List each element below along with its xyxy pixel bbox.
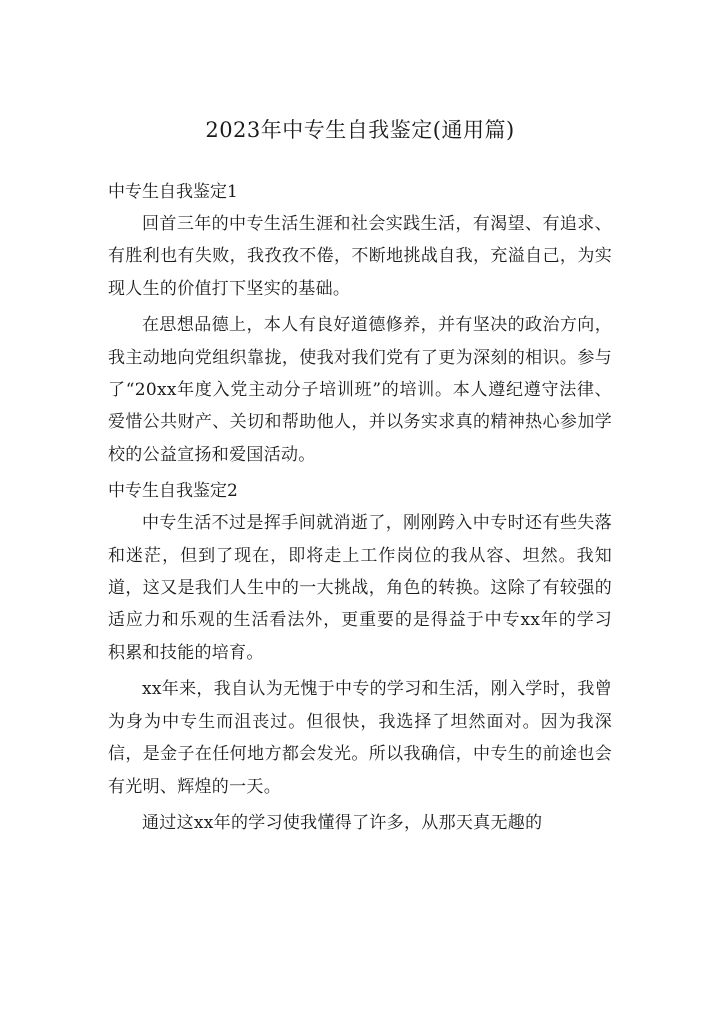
section-2 [108,475,612,839]
section-heading: 中专生自我鉴定1 [108,182,238,202]
document-page [108,112,612,843]
paragraph: 回首三年的中专生活生涯和社会实践生活，有渴望、有追求、有胜利也有失败，我孜孜不倦，不断地挑战自我，充溢自己，为实现人生的价值打下坚实的基础。 [108,214,612,299]
document-title: 2023年中专生自我鉴定(通用篇) [205,118,515,142]
paragraph: 中专生活不过是挥手间就消逝了，刚刚跨入中专时还有些失落和迷茫，但到了现在，即将走上工作岗位的我从容、坦然。我知道，这又是我们人生中的一大挑战，角色的转换。这除了有较强的适应力和乐观的生活看法外，更重要的是得益于中专xx年的学习积累和技能的培育。 [108,513,612,663]
section-1 [108,176,612,471]
section-heading: 中专生自我鉴定2 [108,481,238,502]
paragraph: 通过这xx年的学习使我懂得了许多，从那天真无趣的 [142,812,543,833]
paragraph: xx年来，我自认为无愧于中专的学习和生活，刚入学时，我曾为身为中专生而沮丧过。但很快，我选择了坦然面对。因为我深信，是金子在任何地方都会发光。所以我确信，中专生的前途也会有光明、辉煌的一天。 [108,679,612,797]
paragraph: 在思想品德上，本人有良好道德修养，并有坚决的政治方向，我主动地向党组织靠拢，使我对我们党有了更为深刻的相识。参与了“20xx年度入党主动分子培训班”的培训。本人遵纪遵守法律、爱惜公共财产、关切和帮助他人，并以务实求真的精神热心参加学校的公益宣扬和爱国活动。 [108,315,612,465]
